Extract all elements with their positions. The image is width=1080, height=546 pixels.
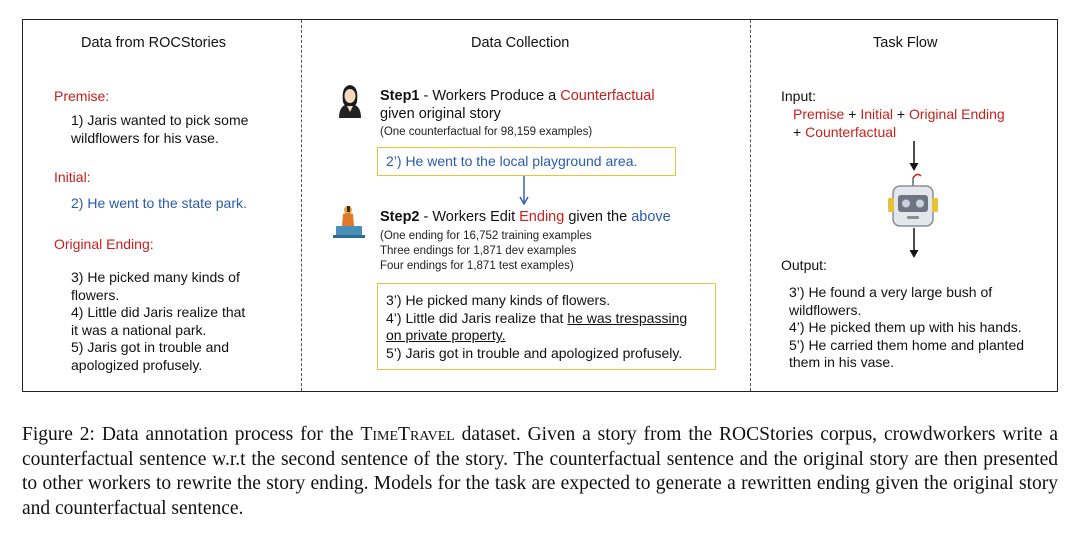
edit-line-4: 5’) Jaris got in trouble and apologized profusely. xyxy=(386,344,683,361)
column-divider-2 xyxy=(750,20,751,391)
edit-line-1: 3’) He picked many kinds of flowers. xyxy=(386,292,611,308)
down-arrow-icon xyxy=(517,176,531,206)
output-text: 3’) He found a very large bush of wildflowers. 4’) He picked them up with his hands. 5’) He carried them home and planted them in his vase. xyxy=(789,284,1025,371)
figure-frame xyxy=(22,19,1058,392)
step2-title: Step2 - Workers Edit Ending given the above xyxy=(380,209,671,225)
step1-note: (One counterfactual for 98,159 examples) xyxy=(380,126,593,138)
figure-caption: Figure 2: Data annotation process for the TimeTravel dataset. Given a story from the ROCStories corpus, crowdworkers write a counterfactual sentence w.r.t the second sentence of the story. The counterfactual sentence and the original story are then presented to other workers to rewrite the story ending. Models for the task are expected to generate a rewritten ending given the original story and counterfactual sentence. xyxy=(22,424,1058,519)
column-divider-1 xyxy=(301,20,302,391)
output-label: Output: xyxy=(781,257,827,273)
step1-line2: given original story xyxy=(380,106,501,122)
premise-text: 1) Jaris wanted to pick some wildflowers for his vase. xyxy=(71,112,249,146)
step1-title: Step1 - Workers Produce a Counterfactual xyxy=(380,88,655,104)
col1-header: Data from ROCStories xyxy=(81,35,227,51)
initial-label: Initial: xyxy=(54,169,91,185)
premise-label: Premise: xyxy=(54,88,110,104)
initial-text: 2) He went to the state park. xyxy=(71,195,247,211)
input-label: Input: xyxy=(781,88,817,104)
ending-text: 3) He picked many kinds of flowers. 4) Little did Jaris realize that it was a national park. 5) Jaris got in trouble and apologized profusely. xyxy=(71,269,246,373)
counterfactual-box: 2’) He went to the local playground area. xyxy=(377,147,676,176)
input-line1: Premise + Initial + Original Ending xyxy=(793,106,1005,122)
worker-laptop-icon xyxy=(331,202,369,240)
edited-ending-box xyxy=(377,283,716,370)
col3-header: Task Flow xyxy=(873,35,938,51)
edit-line-3: on private property. xyxy=(386,327,506,344)
worker-woman-icon xyxy=(333,82,367,120)
step2-notes: (One ending for 16,752 training examples Three endings for 1,871 dev examples Four endings for 1,871 test examples) xyxy=(380,230,592,272)
edit-line-2: 4’) Little did Jaris realize that he was trespassing xyxy=(386,309,688,326)
down-arrow-icon-2 xyxy=(907,228,921,260)
robot-icon xyxy=(887,168,939,230)
dataset-name: TimeTravel xyxy=(360,424,455,445)
col2-header: Data Collection xyxy=(471,35,570,51)
ending-label: Original Ending: xyxy=(54,236,154,252)
input-line2: + Counterfactual xyxy=(793,124,897,140)
